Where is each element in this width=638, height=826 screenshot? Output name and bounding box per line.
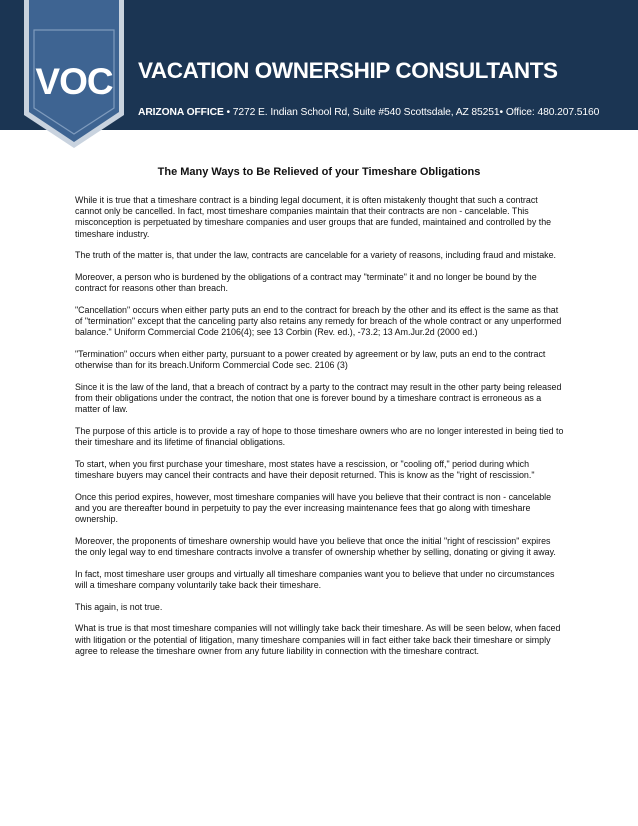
paragraph: "Cancellation" occurs when either party puts an end to the contract for breach by the other and its effect is the same as that of "termination" except that the canceling party also retains any remedy for breach of the whole contract or any unperformed balance." Uniform Commercial Code 2106(4); see 13 Corbin (Rev. ed.), -73.2; 13 Am.Jur.2d (2000 ed.) <box>75 304 562 338</box>
paragraph: In fact, most timeshare user groups and virtually all timeshare companies want you to believe that under no circumstances will a timeshare company voluntarily take back their timeshare. <box>75 568 555 591</box>
document-title: The Many Ways to Be Relieved of your Timeshare Obligations <box>157 166 481 178</box>
paragraph: To start, when you first purchase your timeshare, most states have a rescission, or "cooling off," period during which timeshare buyers may cancel their contracts and have their deposit returned. This is know as the "right of rescission." <box>75 458 535 481</box>
paragraph: The truth of the matter is, that under the law, contracts are cancelable for a variety of reasons, including fraud and mistake. <box>75 250 556 261</box>
office-address <box>138 107 599 118</box>
office-label: ARIZONA OFFICE <box>138 107 224 118</box>
paragraph: Moreover, the proponents of timeshare ownership would have you believe that once the initial "right of rescission" expires the only legal way to end timeshare contracts involve a transfer of ownership whether by selling, donating or giving it away. <box>75 535 556 558</box>
document-body <box>75 195 565 668</box>
paragraph: Once this period expires, however, most timeshare companies will have you believe that their contract is non - cancelable and you are thereafter bound in perpetuity to pay the ever increasing maintenance fees that go along with timeshare ownership. <box>75 491 552 525</box>
voc-shield-logo <box>22 0 126 150</box>
paragraph: Moreover, a person who is burdened by the obligations of a contract may "terminate" it and no longer be bound by the contract for reasons other than breach. <box>75 272 537 294</box>
paragraph: What is true is that most timeshare companies will not willingly take back their timeshare. As will be seen below, when faced with litigation or the potential of litigation, many timeshare companies will in fact either take back their timeshare or simply agree to release the timeshare owner from any future liability in connection with the timeshare contract. <box>75 623 561 656</box>
paragraph: While it is true that a timeshare contract is a binding legal document, it is often mistakenly thought that such a contract cannot only be cancelled. In fact, most timeshare companies maintain that their contracts are non - cancelable. This misconception is perpetuated by timeshare companies and user groups that are funded, maintained and controlled by the timeshare industry. <box>75 195 552 239</box>
paragraph: The purpose of this article is to provide a ray of hope to those timeshare owners who are no longer interested in being tied to their timeshare and its lifetime of financial obligations. <box>75 426 564 448</box>
office-details: • 7272 E. Indian School Rd, Suite #540 Scottsdale, AZ 85251• Office: 480.207.5160 <box>223 107 600 118</box>
paragraph: "Termination" occurs when either party, pursuant to a power created by agreement or by law, puts an end to the contract otherwise than for its breach.Uniform Commercial Code sec. 2106 (3) <box>75 349 546 371</box>
company-name: VACATION OWNERSHIP CONSULTANTS <box>138 58 558 83</box>
header-banner <box>0 0 638 130</box>
paragraph: This again, is not true. <box>75 601 163 612</box>
paragraph: Since it is the law of the land, that a breach of contract by a party to the contract may result in the other party being released from their obligations under the contract, the notion that one is forever bound by a timeshare contract is erroneous as a matter of law. <box>75 381 562 415</box>
logo-text: VOC <box>35 61 113 102</box>
